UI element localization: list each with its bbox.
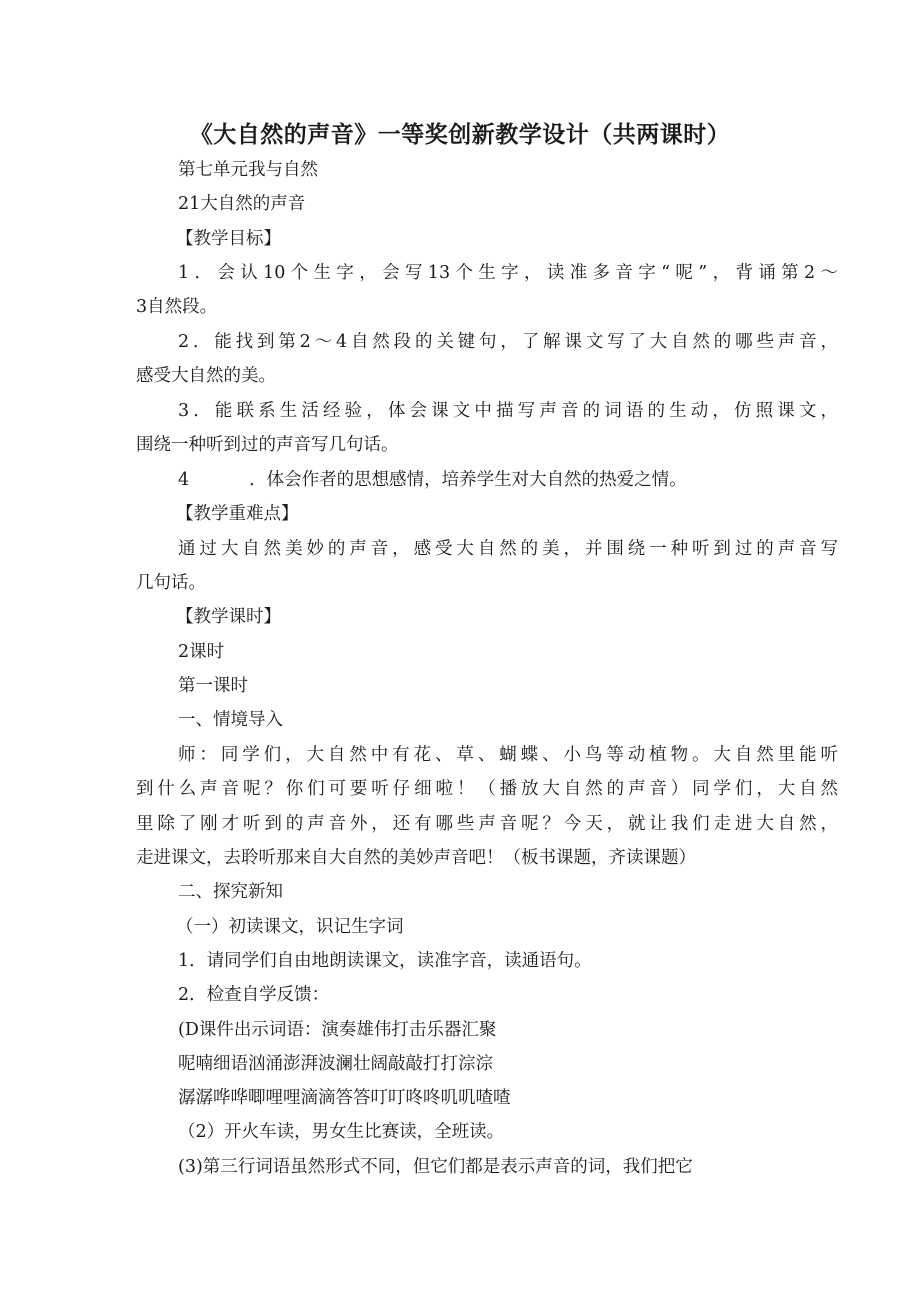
objective-2-line-1: 2．能找到第2～4自然段的关键句，了解课文写了大自然的哪些声音， [178, 332, 838, 352]
key-points-heading: 【教学重难点】 [176, 504, 299, 524]
last-paragraph-line: (3)第三行词语虽然形式不同，但它们都是表示声音的词，我们把它 [178, 1157, 693, 1177]
hours-value: 2课时 [178, 642, 225, 662]
objectives-heading: 【教学目标】 [176, 229, 281, 249]
subsection-1-heading: （一）初读课文，识记生字词 [176, 917, 404, 937]
words-row-3: 潺潺哗哗唧哩哩滴滴答答叮叮咚咚叽叽喳喳 [178, 1088, 511, 1108]
objective-3-line-2: 围绕一种听到过的声音写几句话。 [136, 435, 399, 455]
objective-2-line-2: 感受大自然的美。 [136, 366, 276, 386]
intro-paragraph-line-2: 到什么声音呢？你们可要听仔细啦！（播放大自然的声音）同学们，大自然 [136, 779, 838, 799]
key-points-line-2: 几句话。 [136, 573, 206, 593]
intro-paragraph-line-4: 走进课文，去聆听那来自大自然的美妙声音吧！（板书课题，齐读课题） [136, 848, 696, 868]
objective-4-number: 4 [178, 470, 190, 490]
step-1: 1．请同学们自由地朗读课文，读准字音，读通语句。 [178, 951, 592, 971]
words-row-2: 呢喃细语汹涌澎湃波澜壮阔敲敲打打淙淙 [178, 1054, 493, 1074]
objective-4-text: ．体会作者的思想感情，培养学生对大自然的热爱之情。 [249, 470, 687, 490]
reading-activity: （2）开火车读，男女生比赛读，全班读。 [178, 1122, 505, 1142]
first-lesson-heading: 第一课时 [178, 676, 248, 696]
unit-line: 第七单元我与自然 [178, 160, 318, 180]
hours-heading: 【教学课时】 [176, 607, 281, 627]
words-row-1: (D课件出示词语：演奏雄伟打击乐器汇聚 [178, 1020, 497, 1040]
key-points-line-1: 通过大自然美妙的声音，感受大自然的美，并围绕一种听到过的声音写 [178, 539, 838, 559]
intro-paragraph-line-1: 师：同学们，大自然中有花、草、蝴蝶、小鸟等动植物。大自然里能听 [178, 745, 838, 765]
objective-1-line-1: 1．会认10个生字，会写13个生字，读准多音字“呢”，背诵第2～ [178, 263, 838, 283]
objective-3-line-1: 3．能联系生活经验，体会课文中描写声音的词语的生动，仿照课文， [178, 401, 838, 421]
section-2-heading: 二、探究新知 [178, 882, 283, 902]
objective-1-line-2: 3自然段。 [136, 297, 218, 317]
step-2: 2．检查自学反馈： [178, 985, 330, 1005]
document-title: 《大自然的声音》一等奖创新教学设计（共两课时） [189, 122, 731, 148]
lesson-line: 21大自然的声音 [178, 194, 306, 214]
intro-paragraph-line-3: 里除了刚才听到的声音外，还有哪些声音呢？今天，就让我们走进大自然， [136, 814, 838, 834]
section-1-heading: 一、情境导入 [178, 710, 283, 730]
objective-4-line [178, 469, 687, 491]
